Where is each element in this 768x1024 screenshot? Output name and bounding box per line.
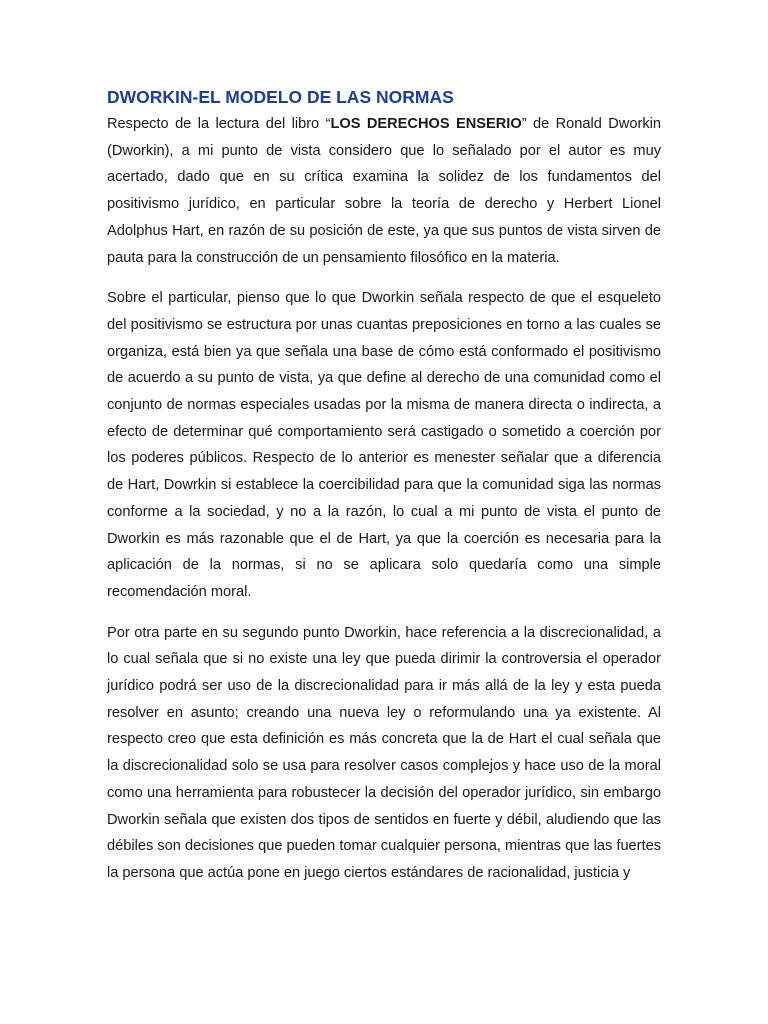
document-title: DWORKIN-EL MODELO DE LAS NORMAS [107, 87, 454, 107]
paragraph-1 [107, 111, 661, 271]
paragraph-3: Por otra parte en su segundo punto Dworkin, hace referencia a la discrecionalidad, a lo cual señala que si no existe una ley que pueda dirimir la controversia el operador jurídico podrá ser uso de la discrecionalidad para ir más allá de la ley y esta pueda resolver en asunto; creando una nueva ley o reformulando una ya existente. Al respecto creo que esta definición es más concreta que la de Hart el cual señala que la discrecionalidad solo se usa para resolver casos complejos y hace uso de la moral como una herramienta para robustecer la decisión del operador jurídico, sin embargo Dworkin señala que existen dos tipos de sentidos en fuerte y débil, aludiendo que las débiles son decisiones que pueden tomar cualquier persona, mientras que las fuertes la persona que actúa pone en juego ciertos estándares de racionalidad, justicia y [107, 624, 661, 881]
paragraph-1-body: ” de Ronald Dworkin (Dworkin), a mi punto de vista considero que lo señalado por el autor es muy acertado, dado que en su crítica examina la solidez de los fundamentos del positivismo jurídico, en particular sobre la teoría de derecho y Herbert Lionel Adolphus Hart, en razón de su posición de este, ya que sus puntos de vista sirven de pauta para la construcción de un pensamiento filosófico en la materia. [107, 116, 661, 266]
paragraph-2: Sobre el particular, pienso que lo que Dworkin señala respecto de que el esqueleto del positivismo se estructura por unas cuantas preposiciones en torno a las cuales se organiza, está bien ya que señala una base de cómo está conformado el positivismo de acuerdo a su punto de vista, ya que define al derecho de una comunidad como el conjunto de normas especiales usadas por la misma de manera directa o indirecta, a efecto de determinar qué comportamiento será castigado o sometido a coerción por los poderes públicos. Respecto de lo anterior es menester señalar que a diferencia de Hart, Dowrkin si establece la coercibilidad para que la comunidad siga las normas conforme a la sociedad, y no a la razón, lo cual a mi punto de vista el punto de Dworkin es más razonable que el de Hart, ya que la coerción es necesaria para la aplicación de la normas, si no se aplicara solo quedaría como una simple recomendación moral. [107, 290, 661, 600]
paragraph-1-intro: Respecto de la lectura del libro “ [107, 116, 331, 132]
document-page [107, 84, 661, 887]
book-title: LOS DERECHOS ENSERIO [330, 116, 522, 132]
